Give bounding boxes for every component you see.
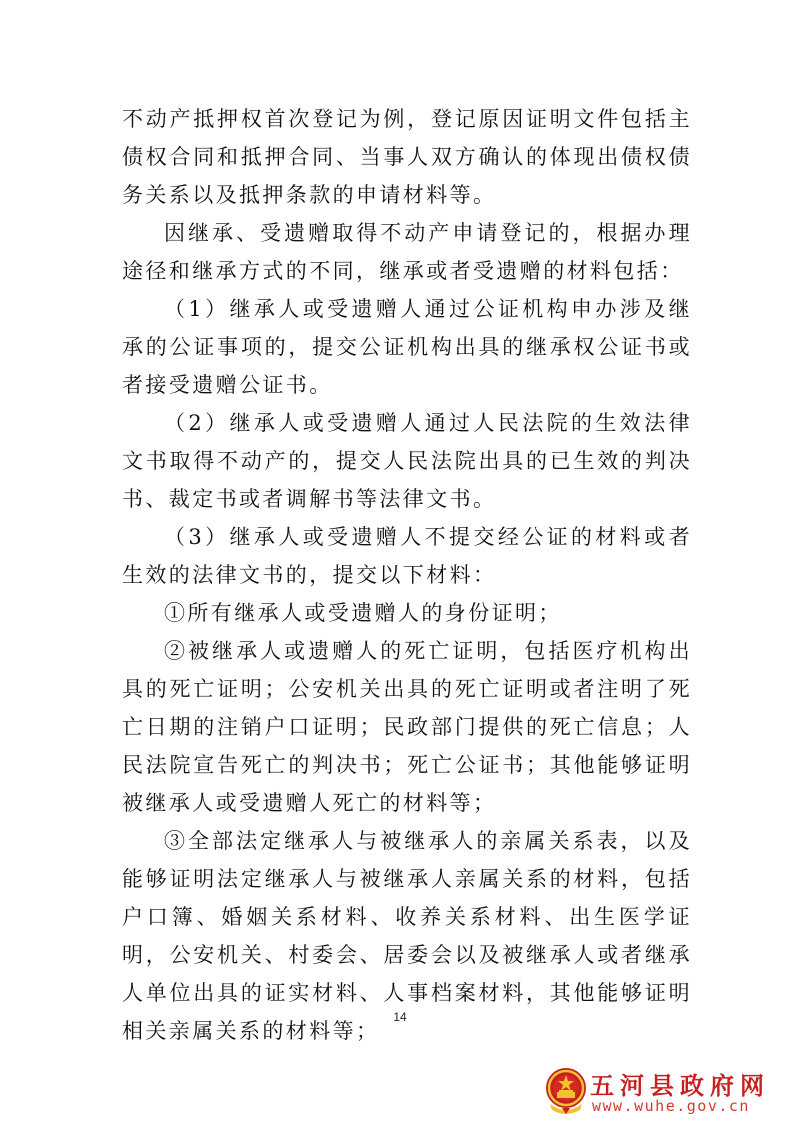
paragraph: （3）继承人或受遗赠人不提交经公证的材料或者生效的法律文书的，提交以下材料： [122, 525, 692, 587]
watermark-url: www.wuhe.gov.cn [592, 1097, 750, 1115]
paragraph: 因继承、受遗赠取得不动产申请登记的，根据办理途径和继承方式的不同，继承或者受遗赠的材料包括： [122, 221, 692, 283]
site-watermark [544, 1066, 784, 1122]
paragraph: （1）继承人或受遗赠人通过公证机构申办涉及继承的公证事项的，提交公证机构出具的继承权公证书或者接受遗赠公证书。 [122, 297, 692, 397]
document-body [122, 100, 692, 1050]
national-emblem-icon [544, 1066, 588, 1116]
paragraph: ①所有继承人或受遗赠人的身份证明； [164, 601, 562, 625]
paragraph: （2）继承人或受遗赠人通过人民法院的生效法律文书取得不动产的，提交人民法院出具的已生效的判决书、裁定书或者调解书等法律文书。 [122, 411, 692, 511]
page-number: 14 [393, 1010, 407, 1024]
watermark-title: 五河县政府网 [590, 1072, 770, 1100]
paragraph: 不动产抵押权首次登记为例，登记原因证明文件包括主债权合同和抵押合同、当事人双方确认的体现出债权债务关系以及抵押条款的申请材料等。 [122, 107, 692, 207]
paragraph: ②被继承人或遗赠人的死亡证明，包括医疗机构出具的死亡证明；公安机关出具的死亡证明或者注明了死亡日期的注销户口证明；民政部门提供的死亡信息；人民法院宣告死亡的判决书；死亡公证书；其他能够证明被继承人或受遗赠人死亡的材料等； [122, 639, 692, 815]
paragraph: ③全部法定继承人与被继承人的亲属关系表，以及能够证明法定继承人与被继承人亲属关系的材料，包括户口簿、婚姻关系材料、收养关系材料、出生医学证明，公安机关、村委会、居委会以及被继承人或者继承人单位出具的证实材料、人事档案材料，其他能够证明相关亲属关系的材料等； [122, 829, 692, 1043]
